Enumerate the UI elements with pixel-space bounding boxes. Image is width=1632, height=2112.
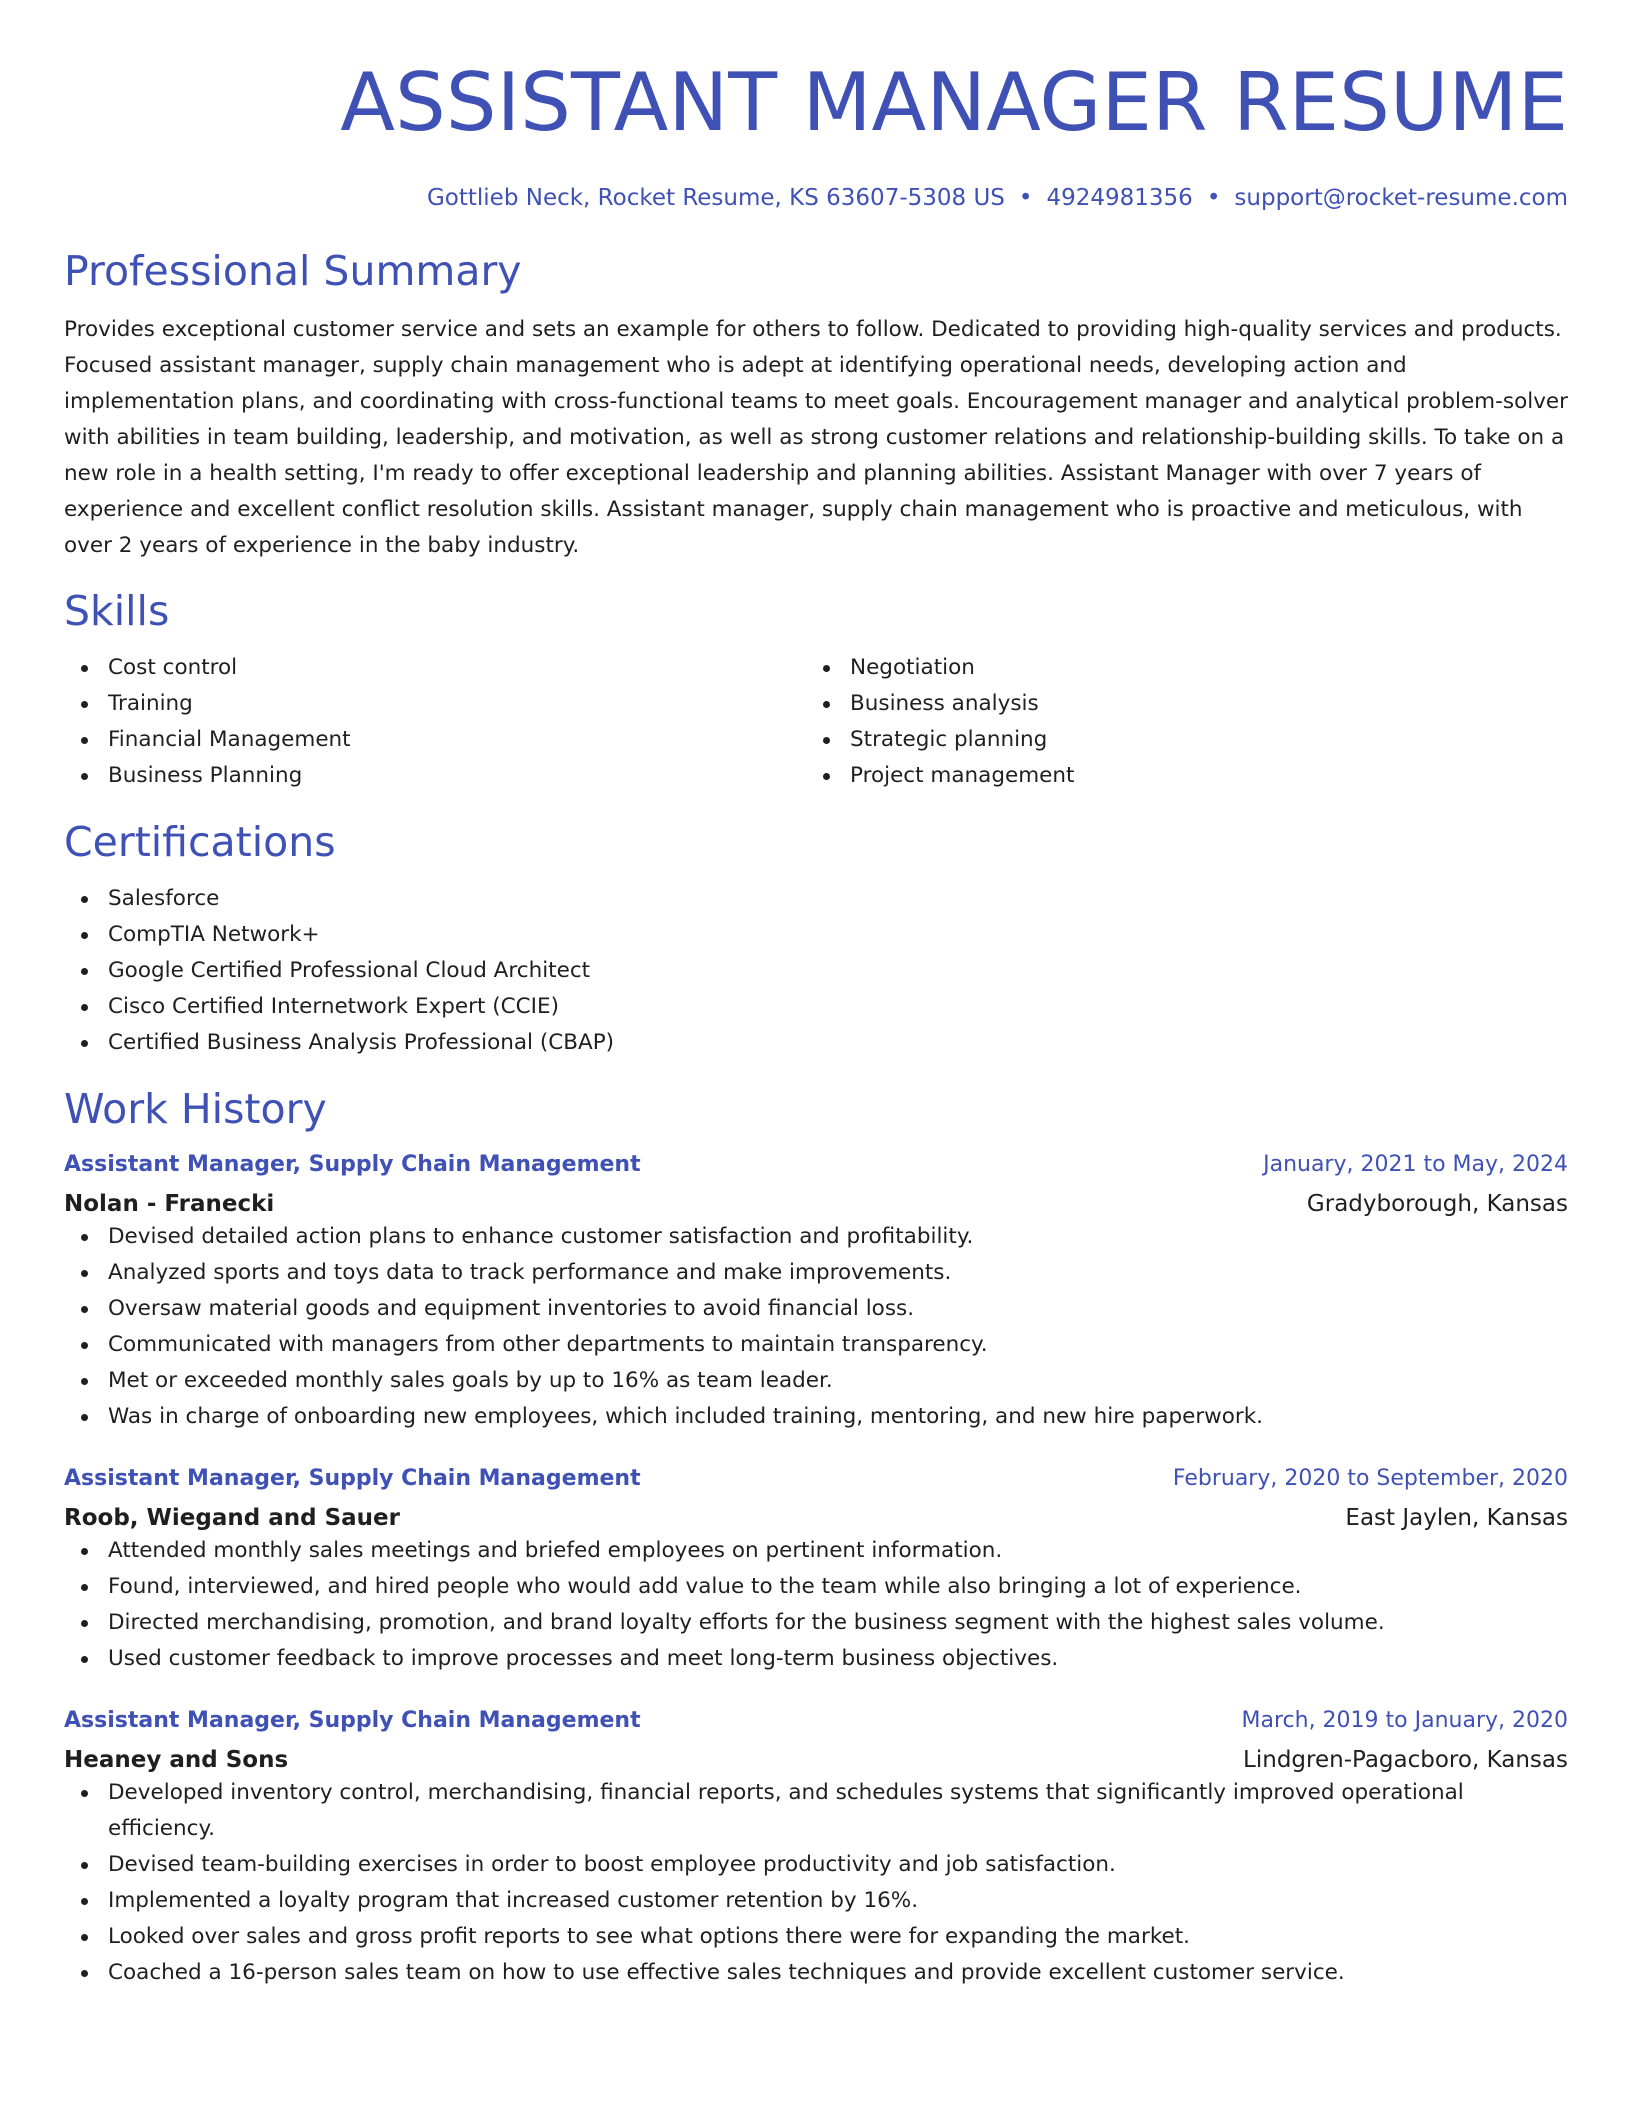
certifications-heading: Certifications: [64, 818, 336, 866]
job-header: [64, 1706, 1568, 1736]
certifications-list: [64, 881, 1568, 1061]
job-subheader: [64, 1189, 1568, 1219]
job-role: Assistant Manager, Supply Chain Management: [64, 1152, 641, 1177]
job-duty: Looked over sales and gross profit reports to see what options there were for expanding the market.: [64, 1919, 1568, 1955]
job-header: [64, 1464, 1568, 1494]
job-subheader: [64, 1745, 1568, 1775]
job-duty: Directed merchandising, promotion, and brand loyalty efforts for the business segment with the highest sales volume.: [64, 1605, 1568, 1641]
job-duty: Attended monthly sales meetings and briefed employees on pertinent information.: [64, 1533, 1568, 1569]
job-role: Assistant Manager, Supply Chain Management: [64, 1466, 641, 1491]
job-header: [64, 1150, 1568, 1180]
job-duty: Oversaw material goods and equipment inventories to avoid financial loss.: [64, 1291, 1568, 1327]
job-duty: Used customer feedback to improve processes and meet long-term business objectives.: [64, 1641, 1568, 1677]
job-entry: [64, 1150, 1568, 1435]
skill-item: Project management: [806, 758, 1548, 794]
skills-list-right: [806, 650, 1548, 794]
job-duty: Implemented a loyalty program that increased customer retention by 16%.: [64, 1883, 1568, 1919]
job-entry: [64, 1706, 1568, 1991]
skill-item: Business Planning: [64, 758, 806, 794]
summary-text: Provides exceptional customer service and sets an example for others to follow. Dedicated to providing high-quality services and products. Focused assistant manager, supply chain management who is adept at identifying operational needs, developing action and implementation plans, and coordinating with cross-functional teams to meet goals. Encouragement manager and analytical problem-solver with abilities in team building, leadership, and motivation, as well as strong customer relations and relationship-building skills. To take on a new role in a health setting, I'm ready to offer exceptional leadership and planning abilities. Assistant Manager with over 7 years of experience and excellent conflict resolution skills. Assistant manager, supply chain management who is proactive and meticulous, with over 2 years of experience in the baby industry.: [64, 317, 1568, 558]
job-dates: March, 2019 to January, 2020: [1241, 1708, 1568, 1733]
job-duties: [64, 1775, 1568, 1991]
certification-item: Salesforce: [64, 881, 1568, 917]
job-location: Gradyborough, Kansas: [1306, 1191, 1568, 1217]
skill-item: Business analysis: [806, 686, 1548, 722]
job-entry: [64, 1464, 1568, 1677]
job-duty: Was in charge of onboarding new employees, which included training, mentoring, and new hire paperwork.: [64, 1399, 1568, 1435]
job-location: Lindgren-Pagacboro, Kansas: [1243, 1747, 1568, 1773]
job-company: Nolan - Franecki: [64, 1191, 275, 1217]
skills-section: [64, 586, 1568, 794]
job-duty: Communicated with managers from other departments to maintain transparency.: [64, 1327, 1568, 1363]
job-company: Heaney and Sons: [64, 1747, 289, 1773]
job-role: Assistant Manager, Supply Chain Management: [64, 1708, 641, 1733]
skill-item: Strategic planning: [806, 722, 1548, 758]
job-duty: Devised detailed action plans to enhance customer satisfaction and profitability.: [64, 1219, 1568, 1255]
job-duty: Developed inventory control, merchandising, financial reports, and schedules systems that significantly improved operational efficiency.: [64, 1775, 1568, 1847]
job-duty: Devised team-building exercises in order to boost employee productivity and job satisfaction.: [64, 1847, 1568, 1883]
work-history-heading: Work History: [64, 1085, 327, 1133]
certification-item: Certified Business Analysis Professional (CBAP): [64, 1025, 1568, 1061]
contact-line: [64, 183, 1568, 213]
summary-section: [64, 246, 1568, 564]
skills-list-left: [64, 650, 806, 794]
skill-item: Training: [64, 686, 806, 722]
job-duty: Coached a 16-person sales team on how to use effective sales techniques and provide excellent customer service.: [64, 1955, 1568, 1991]
certification-item: CompTIA Network+: [64, 917, 1568, 953]
job-duties: [64, 1219, 1568, 1435]
job-duty: Analyzed sports and toys data to track performance and make improvements.: [64, 1255, 1568, 1291]
contact-address: Gottlieb Neck, Rocket Resume, KS 63607-5308 US: [426, 185, 1005, 211]
job-company: Roob, Wiegand and Sauer: [64, 1505, 400, 1531]
job-subheader: [64, 1503, 1568, 1533]
contact-separator: •: [1206, 185, 1221, 211]
skills-grid: [64, 650, 1568, 794]
job-duty: Met or exceeded monthly sales goals by up to 16% as team leader.: [64, 1363, 1568, 1399]
skill-item: Negotiation: [806, 650, 1548, 686]
job-dates: February, 2020 to September, 2020: [1172, 1466, 1568, 1491]
skills-heading: Skills: [64, 587, 170, 635]
certification-item: Google Certified Professional Cloud Architect: [64, 953, 1568, 989]
certification-item: Cisco Certified Internetwork Expert (CCIE): [64, 989, 1568, 1025]
contact-email: support@rocket-resume.com: [1234, 185, 1568, 211]
job-location: East Jaylen, Kansas: [1345, 1505, 1568, 1531]
contact-separator: •: [1018, 185, 1033, 211]
job-dates: January, 2021 to May, 2024: [1263, 1152, 1568, 1177]
resume-page: [64, 0, 1568, 1991]
work-history-section: [64, 1084, 1568, 1991]
contact-phone: 4924981356: [1046, 185, 1193, 211]
resume-title: ASSISTANT MANAGER RESUME: [340, 56, 1568, 149]
job-duty: Found, interviewed, and hired people who would add value to the team while also bringing a lot of experience.: [64, 1569, 1568, 1605]
job-duties: [64, 1533, 1568, 1677]
skill-item: Cost control: [64, 650, 806, 686]
certifications-section: [64, 817, 1568, 1061]
summary-heading: Professional Summary: [64, 247, 522, 295]
skill-item: Financial Management: [64, 722, 806, 758]
